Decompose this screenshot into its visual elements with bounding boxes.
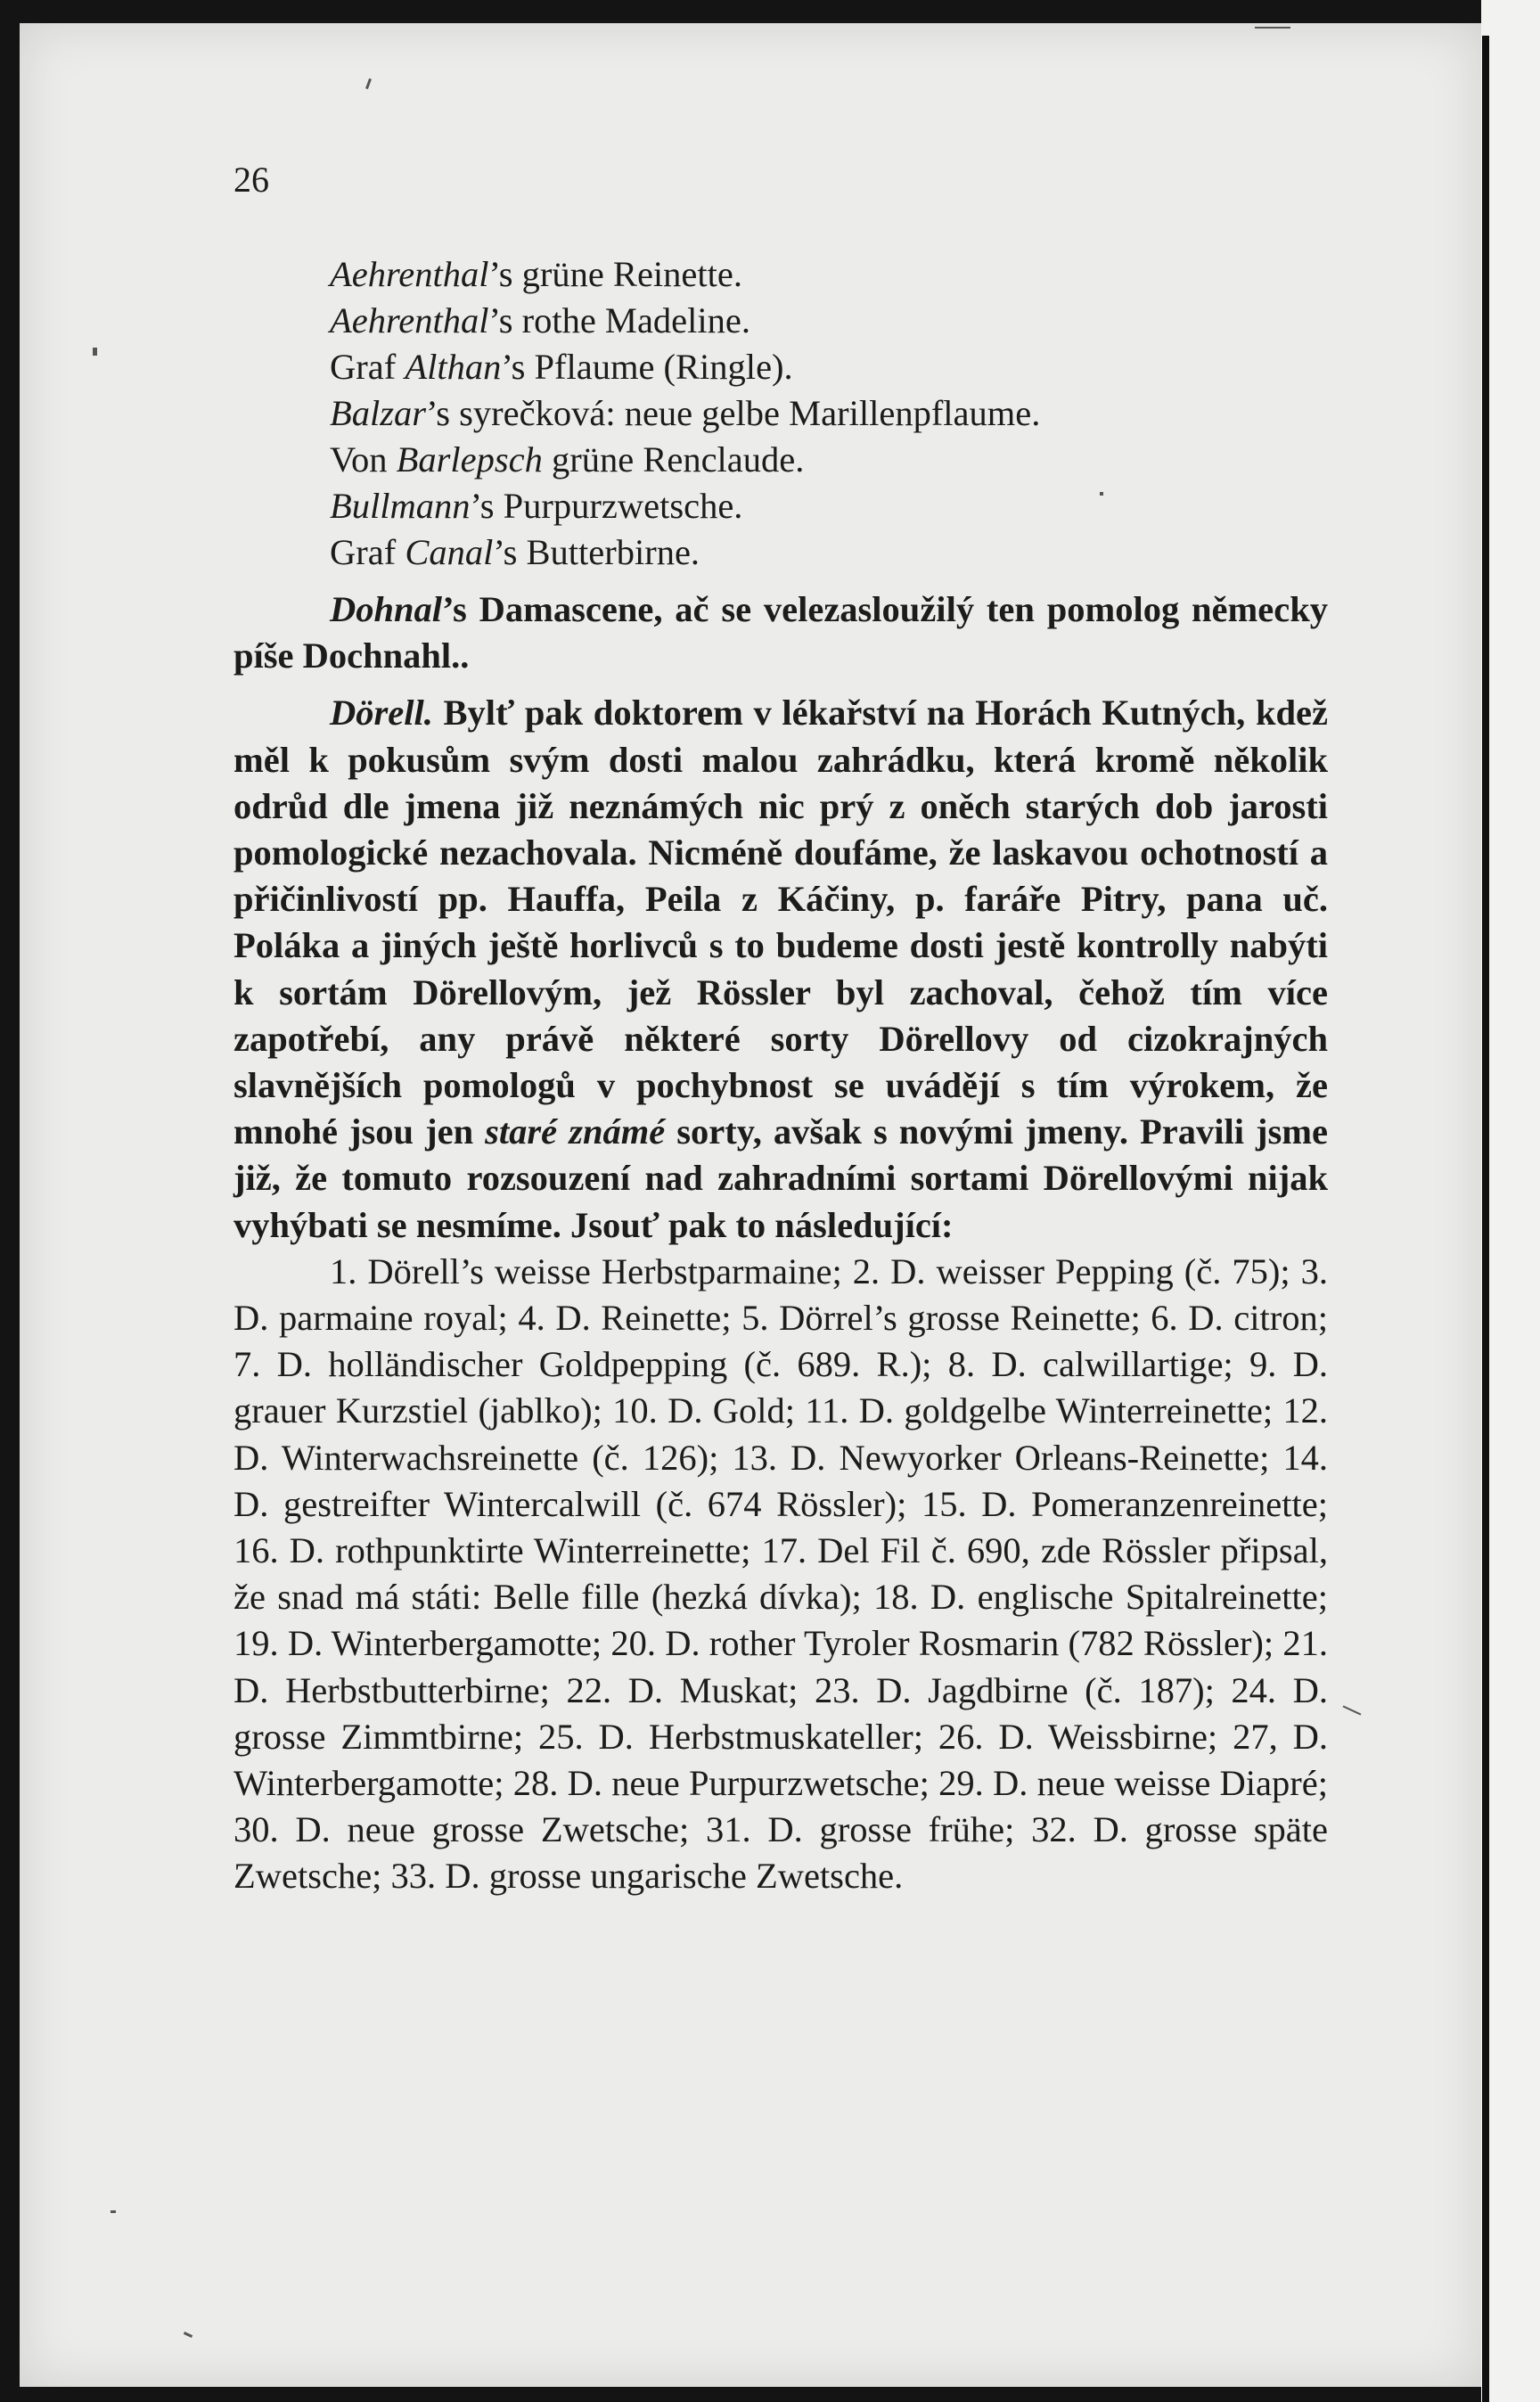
variety-prefix: Graf (330, 532, 405, 572)
dorell-text: Bylť pak doktorem v lékařství na Horách Kutných, kdež měl k pokusům svým dosti malou zahrádku, která kromě několik odrůd dle jmena již neznámých nic prý z oněch starých dob jarosti pomologické nezachovala. Nicméně doufáme, že laskavou ochotností a přičinlivostí pp. Hauffa, Peila z Káčiny, p. faráře Pitry, pana uč. Poláka a jiných ještě horlivců s to budeme dosti jestě kontrolly nabýti k sortám Dörellovým, jež Rössler byl zachoval, čehož tím více zapotřebí, any právě některé sorty Dörellovy od cizokrajných slavnějších pomologů v pochybnost se uvádějí s tím výrokem, že mnohé jsou jen (233, 693, 1328, 1152)
variety-name: Balzar (330, 393, 427, 433)
dorell-paragraph (233, 690, 1328, 1248)
variety-name: Aehrenthal (330, 254, 489, 294)
dohnal-text: ’s Damascene, ač se velezasloužilý ten pomolog německy píše Dochnahl.. (233, 589, 1328, 676)
binding-edge (1482, 36, 1489, 2402)
variety-name: Barlepsch (396, 439, 543, 480)
variety-line (233, 251, 1328, 298)
dohnal-paragraph (233, 586, 1328, 679)
variety-line (233, 298, 1328, 344)
variety-line (233, 437, 1328, 483)
dorell-text-end: sorty, avšak s novými jmeny. Pravili jsme již, že tomuto rozsouzení nad zahradními sortami Dörellovými nijak vyhýbati se nesmíme. Jsouť pak to následující: (233, 1111, 1328, 1245)
variety-prefix: Graf (330, 347, 405, 387)
variety-line (233, 529, 1328, 576)
emphasis: staré známé (485, 1111, 666, 1152)
variety-name: Althan (405, 347, 502, 387)
variety-rest: ’s syrečková: neue gelbe Marillenpflaume. (426, 393, 1041, 433)
pomologist-name: Dörell. (330, 693, 433, 734)
variety-line (233, 344, 1328, 390)
variety-name: Aehrenthal (330, 300, 489, 340)
body-text (233, 251, 1328, 1900)
variety-name: Bullmann (330, 486, 471, 526)
numbered-variety-list: 1. Dörell’s weisse Herbstparmaine; 2. D. weisser Pepping (č. 75); 3. D. parmaine royal; 4. D. Reinette; 5. Dörrel’s grosse Reinette; 6. D. citron; 7. D. holländischer Goldpepping (č. 689. R.); 8. D. calwillartige; 9. D. grauer Kurzstiel (jablko); 10. D. Gold; 11. D. goldgelbe Winterreinette; 12. D. Winterwachsreinette (č. 126); 13. D. Newyorker Orleans-Reinette; 14. D. gestreifter Wintercalwill (č. 674 Rössler); 15. D. Pomeranzenreinette; 16. D. rothpunktirte Winterreinette; 17. Del Fil č. 690, zde Rössler připsal, že snad má státi: Belle fille (hezká dívka); 18. D. englische Spitalreinette; 19. D. Winterbergamotte; 20. D. rother Tyroler Rosmarin (782 Rössler); 21. D. Herbstbutterbirne; 22. D. Muskat; 23. D. Jagdbirne (č. 187); 24. D. grosse Zimmtbirne; 25. D. Herbstmuskateller; 26. D. Weissbirne; 27, D. Winterbergamotte; 28. D. neue Purpurzwetsche; 29. D. neue weisse Diapré; 30. D. neue grosse Zwetsche; 31. D. grosse frühe; 32. D. grosse späte Zwetsche; 33. D. grosse ungarische Zwetsche. (233, 1250, 1328, 1897)
scan-speck (1255, 27, 1290, 29)
variety-rest: grüne Renclaude. (542, 439, 805, 480)
scan-speck (93, 348, 97, 356)
variety-rest: ’s Butterbirne. (493, 532, 700, 572)
scan-speck (111, 2210, 116, 2213)
scan-margin (1481, 0, 1540, 2402)
variety-rest: ’s rothe Madeline. (488, 300, 750, 340)
variety-prefix: Von (330, 439, 397, 480)
variety-line (233, 390, 1328, 437)
variety-rest: ’s grüne Reinette. (488, 254, 743, 294)
variety-line (233, 483, 1328, 529)
pomologist-name: Dohnal (330, 589, 443, 629)
variety-rest: ’s Pflaume (Ringle). (501, 347, 793, 387)
variety-name: Canal (405, 532, 494, 572)
page-number: 26 (233, 160, 269, 200)
variety-rest: ’s Purpurzwetsche. (470, 486, 743, 526)
